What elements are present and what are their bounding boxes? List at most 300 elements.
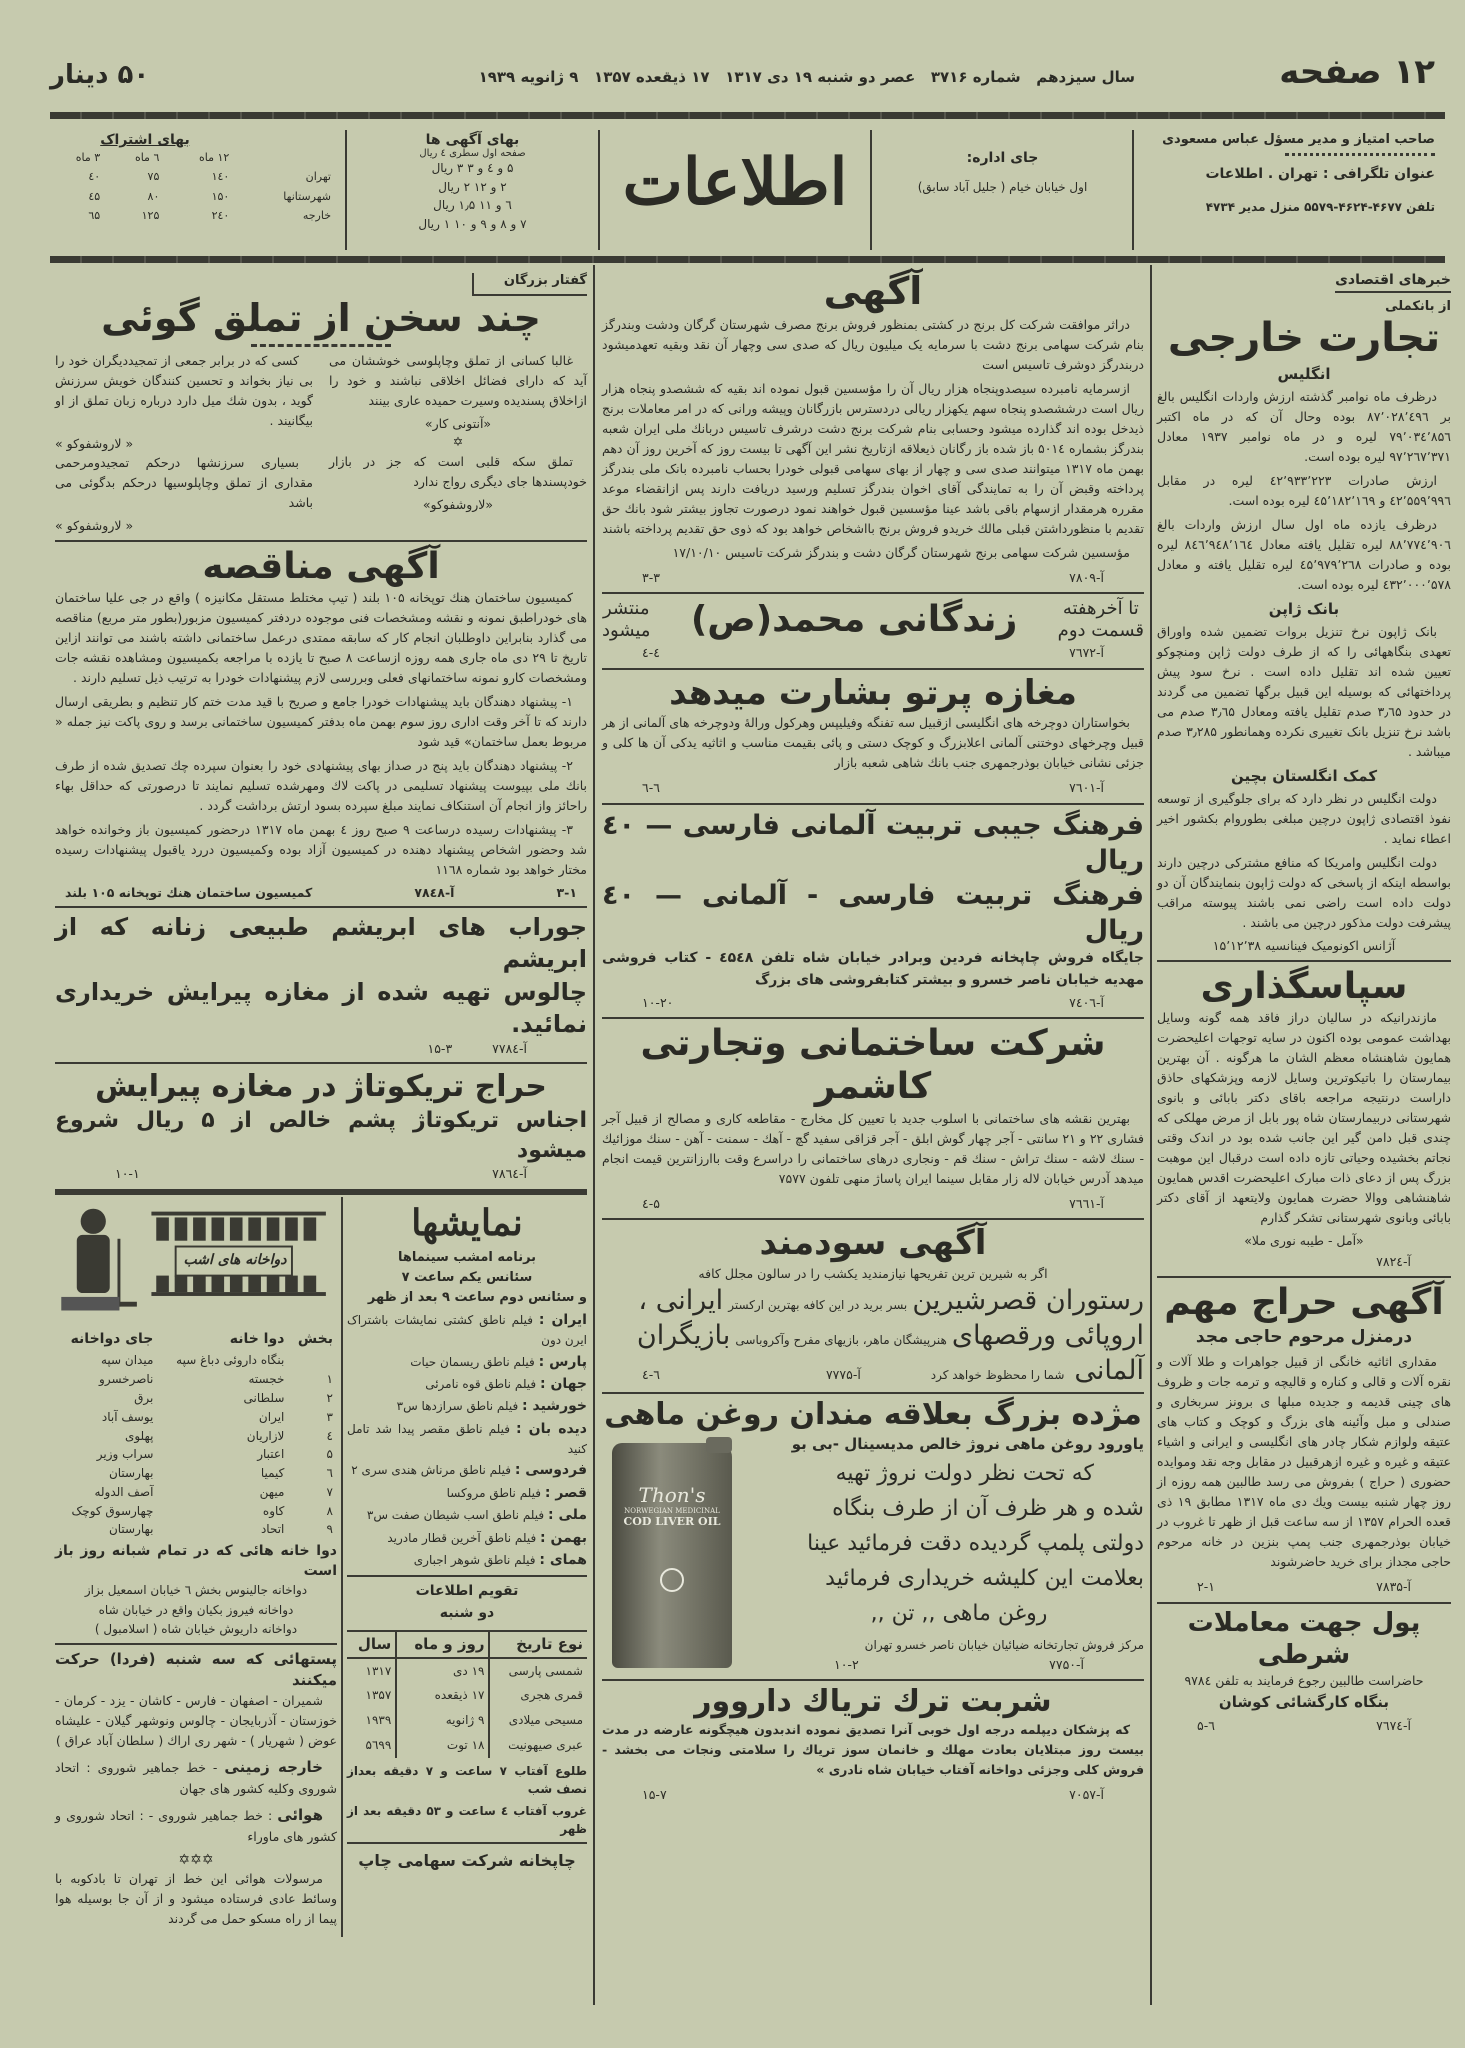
table-cell: چهارسوق کوچک bbox=[71, 1503, 154, 1518]
film-title: فیلم ناطق آخرین قطار مادرید bbox=[387, 1530, 537, 1545]
ad-rates bbox=[360, 132, 585, 233]
pharmacy-section bbox=[55, 1197, 337, 1938]
ad-line: چالوس تهیه شده از مغازه پیرایش خریداری نمائید. bbox=[55, 977, 587, 1038]
subheading: انگلیس bbox=[1277, 365, 1331, 383]
ad-line: روغن ماهی ,, تن ,, bbox=[870, 1601, 1048, 1627]
headline: زندگانی محمد(ص) bbox=[690, 599, 1018, 641]
sunset: غروب آفتاب ٤ ساعت و ۵۳ دقیقه بعد از ظهر bbox=[347, 1803, 587, 1836]
table-cell: خارجه bbox=[302, 209, 331, 223]
paragraph-group bbox=[602, 1109, 1144, 1189]
paragraph-group bbox=[55, 588, 587, 880]
ad-code: آ-۷٦۷٤ bbox=[1376, 1718, 1411, 1734]
cinema-name: بهمن : bbox=[540, 1529, 587, 1546]
divider bbox=[870, 130, 872, 250]
table-cell: آصف الدوله bbox=[94, 1484, 154, 1499]
ad-code: آ-۷۸۳۵ bbox=[1376, 1579, 1411, 1595]
film-title: فیلم ناطق اسب شیطان صفت س۳ bbox=[366, 1508, 545, 1523]
ad-line: فرهنگ تربیت فارسی - آلمانی — ٤۰ ریال bbox=[602, 880, 1144, 947]
ad-text: بازیگران bbox=[636, 1319, 731, 1351]
dotted-divider bbox=[1285, 153, 1435, 156]
ad-run: ٦-٦ bbox=[642, 780, 660, 796]
cinema-item bbox=[347, 1482, 587, 1504]
table-cell: بنگاه داروئی دباغ سپه bbox=[176, 1353, 285, 1368]
column-header: ۱۲ ماه bbox=[198, 151, 230, 164]
table-row bbox=[55, 1351, 337, 1370]
paragraph-group bbox=[602, 713, 1144, 773]
bottle-icon bbox=[212, 1275, 225, 1291]
table-cell: ۱۳۱۷ bbox=[347, 1658, 396, 1684]
ad-rate-row: ۷ و ۸ و ۹ و ۱۰ ۱ ریال bbox=[418, 216, 527, 231]
bottle-icon bbox=[248, 1217, 261, 1240]
cinema-name: فردوسی : bbox=[514, 1462, 587, 1479]
paragraph: بهترین نقشه های ساختمانی با اسلوب جدید با تعیین کل مخارج - مقاطعه کاری و مصالح از قبیل آجر فشاری ۲۲ و ۲۱ سانتی - آجر چهار گوش ابلق - آجر قزاقی سفید گچ - آهك - سمنت - آهن - سنك موزائیك - سنك لاشه - سنك تراش - سنك قم - ونجاری درهای ساختمانی را دراسرع وقت باارزانترین قیمت انجام میدهد آدرس خیابان لاله زار مقابل سینما ایران پاساژ منهی تلفون ۷۵۷۷ bbox=[602, 1110, 1144, 1186]
table-cell: میهن bbox=[259, 1484, 285, 1499]
table-header bbox=[347, 1631, 587, 1658]
paragraph: ارزش صادرات ٤۲٬۹۳۳٬۲۲۳ لیره در مقابل ٤۲٬۵۵۹٬۹۹٦ و ٤۵٬۱۸۲٬۱٦۹ لیره بوده است. bbox=[1157, 473, 1451, 508]
newspaper-logo: اطلاعات bbox=[622, 145, 848, 220]
table-cell: ۲٤۰ bbox=[211, 209, 230, 223]
ad-line: بعلامت این کلیشه خریداری فرمائید bbox=[825, 1566, 1144, 1592]
table-row bbox=[45, 167, 335, 186]
cinema-item bbox=[347, 1395, 587, 1417]
column-header: جای دواخانه bbox=[70, 1330, 154, 1347]
headline: مژده بزرگ بعلاقه مندان روغن ماهی bbox=[604, 1397, 1142, 1433]
film-title: فیلم ناطق قوه نامرئی bbox=[425, 1377, 537, 1392]
paragraph-group bbox=[1157, 1352, 1451, 1572]
table-cell: پهلوی bbox=[124, 1428, 154, 1443]
ad-text: رستوران قصرشیرین bbox=[912, 1284, 1144, 1316]
section-kicker: خبرهای اقتصادی bbox=[1335, 272, 1451, 293]
headline: سپاسگذاری bbox=[1200, 965, 1408, 1007]
money-line: حاضراست طالبین رجوع فرمایند به تلفن ۹۷۸٤ bbox=[1184, 1672, 1424, 1688]
cinema-name: ملی : bbox=[547, 1507, 587, 1524]
table-cell bbox=[288, 1351, 337, 1370]
tender-notice bbox=[55, 542, 587, 906]
bottle-icon bbox=[212, 1217, 225, 1240]
book-ad-life-of-muhammad bbox=[602, 594, 1144, 668]
dictionary-ad bbox=[602, 805, 1144, 1017]
paragraph: دراثر موافقت شرکت کل برنج در کشتی بمنظور فروش برنج مصرف شهرستان گرگان ودشت وبندرگز بنام شرکت سهامی برنج دشت با سرمایه یک میلیون ریال که صدی سی وچهار آن نقد وبقیه تعهدمیشود دربندرگز دوشرف تاسیس است bbox=[602, 316, 1144, 372]
paragraph: مرسولات هوائی این خط از تهران تا بادکوبه با وسائط عادی فرستاده میشود و از آن جا بوسیله هوا پیما از راه مسکو حمل می گردند bbox=[55, 1871, 337, 1927]
table-row bbox=[45, 206, 335, 225]
tricot-sale-ad bbox=[55, 1064, 587, 1187]
news-source: آژانس اکونومیک فینانسیه ۱۵٬۱۲٬۳۸ bbox=[1212, 938, 1396, 953]
ad-text: منتشر bbox=[602, 598, 650, 619]
table-cell: برق bbox=[134, 1390, 154, 1405]
cinema-name: ایران : bbox=[538, 1312, 587, 1329]
table-cell: ۱۳۵۷ bbox=[347, 1683, 396, 1708]
cinema-name: دیده بان : bbox=[515, 1420, 587, 1437]
cinema-name: قصر : bbox=[544, 1484, 587, 1501]
cinema-item bbox=[347, 1459, 587, 1481]
cinema-listings bbox=[347, 1197, 587, 1576]
asterisks: ✡ bbox=[452, 434, 464, 450]
paragraph: درظرف یازده ماه اول سال ارزش واردات بالغ ۸۸٬۷۷٤٬۹۰٦ لیره تقلیل یافته معادل ۸٤٦٬۹٤۸٬۱٦٤ لیره بوده و صادرات ٤۵٬۹۷۹٬۲٦۸ لیره تقلیل یافته و معادل ٤۳۲٬۰۰۰٬۵۷۸ لیره بوده است. bbox=[1157, 517, 1452, 592]
fish-oil-ad bbox=[602, 1394, 1144, 1679]
table-row bbox=[55, 1464, 337, 1483]
headline: شرکت ساختمانی وتجارتی کاشمر bbox=[640, 1023, 1106, 1108]
cod-liver-oil-can-image bbox=[612, 1443, 732, 1668]
signature: «آمل - طیبه نوری ملا» bbox=[1244, 1232, 1364, 1248]
page-number: ۱۲ صفحه bbox=[1279, 52, 1435, 92]
column-header: دوا خانه bbox=[229, 1330, 285, 1347]
opium-syrup-ad bbox=[602, 1681, 1144, 1810]
table-cell: اعتبار bbox=[257, 1447, 285, 1462]
paragraph: دولت انگلیس وامریکا که منافع مشترکی درچین دارند بواسطه اینکه از پاسخی که دولت ژاپون بنمایندگان آن دو دولت داده است راضی نمی باشند پیوسته مراقب پیشرفت دولت مذکور درچین می باشند . bbox=[1157, 855, 1451, 930]
ad-text: تا آخرهفته bbox=[1062, 598, 1139, 619]
ad-code: آ-۷۸۲٤ bbox=[1376, 1253, 1411, 1269]
open-pharmacy: دواخانه فیروز بکیان واقع در خیابان شاه bbox=[98, 1602, 294, 1617]
paragraph: ازسرمایه نامبرده سیصدوپنجاه هزار ریال آن را مؤسسین قبول نموده اند بقیه که ششصدو پنجاه هزار ریال است درششصدو پنجاه سهم یکهزار ریالی دردسترس بازرگانان وپیشه ورانی که در امر معاملات برنج ذیدخل بوده اند گذارده میشود وحسابی بنام شرکت برنج دشت درشرف تاسیس دربانك ملی ایران شعبه بندرگز بشماره ۵۰۱٤ باز شده باز رگانان ذیعلاقه ازتاریخ نشر این آگهی تا بیست روز که آخرین روز آن دهم بهمن ماه ۱۳۱۷ میتوانند صدی سی و چهار از بهای سهامی قبولی خودرا بحساب نامبرده بانک ملی بندرگز پرداخته وقبض آن را به تمایندگی آقای اخوان بندرگز تسلیم ورسید دریافت دارند پس ازانقضاء موعد مقرره هرمقدار ازسهام باقی باشد عینا مؤسسین قبول خواهند نمود درصورت تجاوز بیشتر شود بانك حق تقدیم با منظورداشتن قبلی مالك خریدو فروش برنج بااشخاص خواهد بود که ذوی حق تقدیم پرداخته باشند bbox=[602, 380, 1145, 536]
subscription-title: بهای اشتراک bbox=[100, 132, 190, 148]
cinema-name: پارس : bbox=[538, 1353, 587, 1370]
ad-run: ٤-٤ bbox=[642, 645, 660, 661]
table-cell: سراب وزیر bbox=[96, 1447, 154, 1462]
can-line: NORWEGIAN MEDICINAL bbox=[624, 1507, 720, 1516]
paragraph-group bbox=[602, 315, 1144, 563]
paragraph: مازندرانیکه در سالیان دراز فاقد همه گونه وسایل بهداشت عمومی بوده اکنون در سایه توجهات اعلیحضرت همایون شاهنشاه معظم الشان ما هرگونه . آن بهترین بیمارستان را باتیکوترین وسایل لازمه وپزشکهای حاذق داراست درنتیجه مراجعه باقای دکتر بابائی و بانوی شهرستانی دربیمارستان شاه پور بابل از مرض مهلکی که چندی قبل دامن گیر این جانب شده بود در اندک وقتی نجاتم بخشیده وحیاتی تازه داده است درقبال این موهبت بزرگ پس از دعای ذات مبارک اعلیحضرت اقدس همایون شاهنشاهی ووالا حضرت همایون ولایتعهد از آقای دکتر بابائی وبانوی شهرستانی تشکر گذارم bbox=[1157, 1009, 1451, 1225]
ad-code: آ-۷٦٦۱ bbox=[1069, 1195, 1104, 1211]
column-header: نوع تاریخ bbox=[489, 1631, 587, 1658]
table-cell: بهارستان bbox=[108, 1466, 154, 1481]
table-cell: مسیحی میلادی bbox=[508, 1713, 583, 1728]
paragraph: تملق سکه قلبی است که جز در بازار خودپسندها جای دیگری رواج ندارد bbox=[329, 454, 587, 490]
table-cell: کاوه bbox=[262, 1503, 285, 1518]
ad-text: آلمانی bbox=[1074, 1355, 1144, 1386]
office-address bbox=[885, 150, 1120, 194]
paragraph: ۱- پیشنهاد دهندگان باید پیشنهادات خودرا جامع و صریح با قید مدت ختم کار تنظیم و بطریقی ارسال دارند که تا آخر وقت اداری روز سوم بهمن ماه بدفتر کمیسیون ساختمانی برسد و روی پاکت نیز جمله « مربوط بعمل ساختمان» قید شود bbox=[55, 694, 587, 750]
ad-run: ۲-۱ bbox=[1197, 1579, 1215, 1595]
signature: « لاروشفوکو » bbox=[55, 435, 134, 451]
headline: آگهی مناقصه bbox=[202, 546, 440, 588]
table-cell: شهرستانها bbox=[283, 189, 331, 203]
table-row bbox=[55, 1370, 337, 1389]
subcolumn-divider bbox=[341, 1197, 343, 1938]
bottle-icon bbox=[248, 1275, 261, 1291]
headline: شربت ترك تریاك داروور bbox=[694, 1684, 1052, 1720]
table-row bbox=[55, 1427, 337, 1446]
table-row bbox=[55, 1502, 337, 1521]
ad-line: مرکز فروش تجارتخانه ضیائیان خیابان ناصر خسرو تهران bbox=[864, 1637, 1144, 1652]
office-address-text: اول خیابان خیام ( جلیل آباد سابق) bbox=[917, 180, 1088, 194]
paragraph: کمیسیون ساختمان هنك توپخانه ۱۰۵ بلند ( تیپ مختلط مستقل مکانیزه ) واقع در جی علیا ساختمان های خودراطبق نمونه و نقشه ومشخصات فنی موجوده دردفتر کمیسیون مزبور(بطور متر مربع) مناقصه می گذارد بنابراین داوطلبان انجام کار که سابقه ممتدی درعمل ساختمانی داشته باشند می توانند ازاین تاریخ تا ۲۹ دی ماه جاری همه روزه ازساعت ۸ صبح تا یازده با مراجعه بکمیسیون ومشاهده نقشه جات ومشخصات کارو نمونه ساختمانهای فعلی وبررسی لازم پیشنهادات خودرا به ترتیب ذیل تسلیم دارند . bbox=[55, 590, 587, 686]
cinema-name: همای : bbox=[539, 1551, 587, 1568]
column-header: روز و ماه bbox=[396, 1631, 489, 1658]
paragraph-group bbox=[602, 1720, 1144, 1780]
bottle-icon bbox=[193, 1275, 206, 1291]
asterisks: ✡✡✡ bbox=[178, 1852, 214, 1869]
ad-rates-title: بهای آگهی ها bbox=[425, 132, 520, 148]
office-label: جای اداره: bbox=[966, 150, 1039, 166]
table-row bbox=[55, 1408, 337, 1427]
paragraph: شمیران - اصفهان - فارس - کاشان - یزد - کرمان - خوزستان - آذربایجان - چالوس ونوشهر گیلان - علیشاه عوض ( شهریار ) - شهر ری اراك ( سلطان آباد عراق ) bbox=[55, 1693, 337, 1749]
paragraph: بسیاری سرزنشها درحکم تمجیدومرحمی مقداری از تملق وچاپلوسیها درحکم بدگوئی می باشد bbox=[55, 455, 313, 511]
table-cell: شمسی پارسی bbox=[508, 1663, 583, 1678]
ad-text: هنرپیشگان ماهر، بازیهای مفرح وآکروباسی bbox=[735, 1332, 947, 1347]
money-agency: بنگاه کارگشائی کوشان bbox=[1218, 1693, 1390, 1712]
table-cell: ۵ bbox=[326, 1447, 333, 1462]
cinema-item bbox=[347, 1373, 587, 1395]
table-cell: ۳ bbox=[326, 1409, 333, 1424]
column-header: سال bbox=[347, 1631, 396, 1658]
headline: نمایشها bbox=[411, 1201, 523, 1244]
signature: «لاروشفوکو» bbox=[422, 497, 494, 513]
paragraph: درظرف ماه نوامبر گذشته ارزش واردات انگلیس بالغ بر ۸۷٬۰۲۸٬٤۹٦ بوده وحال آن که در ماه اکتبر ۷۹٬۰۳٤٬۸۵٦ لیره و در ماه نوامبر ۱۹۳۷ معادل ۹۷٬۲٦۷٬۳۷۱ لیره بوده است. bbox=[1157, 389, 1452, 464]
ad-text: شما را محظوظ خواهد کرد bbox=[930, 1368, 1065, 1382]
left-column bbox=[55, 266, 587, 1937]
ad-rate-row: ٦ و ۱۱ ۱٫۵ ریال bbox=[433, 198, 512, 213]
table-row bbox=[55, 1483, 337, 1502]
table-cell: میدان سپه bbox=[100, 1353, 154, 1368]
post-text: : خط جماهیر شوروی - : اتحاد شوروی و کشور های ماوراء bbox=[55, 1808, 337, 1845]
table-cell: ۲ bbox=[326, 1390, 333, 1405]
ad-run: ۱۵-۷ bbox=[642, 1787, 667, 1803]
cinema-intro: برنامه امشب سینماها bbox=[397, 1249, 537, 1265]
sayings-article bbox=[55, 266, 587, 540]
subheading: درمنزل مرحوم حاجی مجد bbox=[1195, 1327, 1413, 1348]
table-row bbox=[347, 1658, 587, 1684]
divider bbox=[50, 112, 1445, 119]
ad-code: آ-۷۷۵۰ bbox=[1049, 1656, 1084, 1672]
signature: «آنتونی کار» bbox=[424, 415, 492, 431]
table-cell: ٦۵ bbox=[88, 209, 101, 223]
headline: پول جهت معاملات شرطی bbox=[1187, 1607, 1421, 1671]
film-title: فیلم ناطق ریسمان حیات bbox=[410, 1354, 535, 1369]
table-cell: ٤۵ bbox=[88, 189, 101, 203]
table-cell: ۱۲۵ bbox=[141, 209, 160, 223]
can-brand: Thon's bbox=[638, 1483, 706, 1508]
ad-code: آ-۷۰۵۷ bbox=[1069, 1787, 1104, 1803]
table-header bbox=[55, 1328, 337, 1352]
table-cell: ۱۹۳۹ bbox=[347, 1708, 396, 1733]
post-text: - خط جماهیر شوروی : اتحاد شوروی وکلیه کشور های جهان bbox=[55, 1760, 337, 1797]
cinema-name: خورشید : bbox=[522, 1398, 587, 1415]
ad-run: ۱۰-۲ bbox=[834, 1656, 859, 1672]
cinema-item bbox=[347, 1504, 587, 1526]
table-cell: ۸ bbox=[326, 1503, 333, 1518]
ad-code: آ-۷۸٤۸ bbox=[414, 885, 455, 901]
paragraph: دولت انگلیس در نظر دارد که برای جلوگیری از توسعه نفوذ اقتصادی ژاپون درچین مبلغی بطوروام بکشور اخیر اعطاء نماید . bbox=[1157, 791, 1451, 846]
headline: آگهی سودمند bbox=[759, 1223, 987, 1264]
table-cell: ٦ bbox=[326, 1466, 333, 1481]
divider bbox=[598, 130, 600, 250]
bottle-icon bbox=[230, 1217, 243, 1240]
ad-line: شده و هر ظرف آن از طرف بنگاه bbox=[832, 1495, 1144, 1521]
ad-run: ۵-٤ bbox=[642, 1195, 660, 1211]
money-notice bbox=[1157, 1604, 1451, 1741]
table-cell: بهارستان bbox=[108, 1522, 154, 1537]
signature: « لاروشفوکو » bbox=[55, 518, 134, 534]
film-title: فیلم ناطق سرازدها س۳ bbox=[396, 1399, 519, 1414]
bottle-icon bbox=[156, 1275, 169, 1291]
telegraph-line: عنوان تلگرافی : تهران . اطلاعات bbox=[1205, 166, 1435, 182]
bottle-icon bbox=[267, 1217, 280, 1240]
ad-text: اروپائی ورقصهای bbox=[951, 1319, 1144, 1351]
ad-run: ٦-٤ bbox=[642, 1367, 660, 1382]
kashmar-company-ad bbox=[602, 1019, 1144, 1218]
ad-text: قسمت دوم bbox=[1057, 619, 1144, 641]
paragraph: بخواستاران دوچرخه های انگلیسی ازقبیل سه تفنگه وفیلیپس وهرکول ورالهٔ ودوچرخه های آلمانی از هر قبیل وچرخهای دوختنی آلمانی اعلابزرگ و کوچک دستی و پائی بقیمت مناسب و اثاثیه یدکی آن ها کلی و جزئی نشانی خیابان بوذرجمهری جنب بانك شاهی شعبه بازار bbox=[602, 715, 1144, 771]
ad-line: جوراب های ابریشم طبیعی زنانه که از ابریشم bbox=[55, 912, 587, 974]
table-cell: سلطانی bbox=[243, 1390, 285, 1405]
table-cell: قمری هجری bbox=[520, 1688, 583, 1703]
bottle-icon bbox=[156, 1217, 169, 1240]
signature: کمیسیون ساختمان هنك توپخانه ۱۰۵ بلند bbox=[65, 885, 313, 901]
headline: تجارت خارجی bbox=[1167, 315, 1441, 361]
paragraph-group bbox=[55, 351, 313, 431]
ad-rates-note: صفحه اول سطری ٤ ریال bbox=[419, 148, 526, 159]
headline: آگهی حراج مهم bbox=[1164, 1282, 1444, 1324]
cinema-item bbox=[347, 1549, 587, 1571]
cinema-name: جهان : bbox=[539, 1376, 587, 1393]
table-cell: کیمیا bbox=[260, 1466, 285, 1481]
film-title: فیلم ناطق کشتی نمایشات باشتراک ایرن دون bbox=[347, 1313, 587, 1348]
table-cell: ۷ bbox=[326, 1484, 333, 1499]
owner-line: صاحب امتیاز و مدیر مسؤل عباس مسعودی bbox=[1162, 132, 1435, 147]
table-cell: ۱۷ ذیقعده bbox=[396, 1683, 489, 1708]
post-subtitle: خارجه زمینی bbox=[224, 1758, 323, 1777]
table-row bbox=[347, 1708, 587, 1733]
table-cell: ۸۰ bbox=[147, 189, 160, 203]
cinema-item bbox=[347, 1418, 587, 1460]
sunrise: طلوع آفتاب ۷ ساعت و ۷ دقیقه بعداز نصف شب bbox=[347, 1763, 587, 1796]
column-divider bbox=[593, 265, 595, 2005]
ad-run: ٦-۵ bbox=[1197, 1718, 1215, 1734]
ad-line: دولتی پلمپ گردیده دقت فرمائید عینا bbox=[807, 1530, 1144, 1556]
column-header: ۳ ماه bbox=[75, 151, 101, 164]
ad-text: اگر به شیرین ترین تفریحها نیازمندید یکشب را در سالون مجلل کافه bbox=[698, 1265, 1048, 1281]
ad-line: یاورود روغن ماهی نروژ خالص مدیسینال -بی بو bbox=[791, 1435, 1144, 1454]
table-cell: ۱ bbox=[326, 1372, 333, 1387]
table-row bbox=[55, 1445, 337, 1464]
bottle-icon bbox=[175, 1275, 188, 1291]
ad-code: آ-۷۷۷۵ bbox=[825, 1367, 861, 1382]
bottle-icon bbox=[304, 1217, 317, 1240]
paragraph-group bbox=[55, 1691, 337, 1751]
divider bbox=[55, 1189, 587, 1195]
table-cell: ۱٤۰ bbox=[211, 170, 230, 184]
paragraph: ۳- پیشنهادات رسیده درساعت ۹ صبح روز ٤ بهمن ماه ۱۳۱۷ درحضور کمیسیون باز وخوانده خواهد شد وحضور اشخاص پیشنهاد دهنده در کمیسیون آزاد بوده وکمیسیون دررد یاقبول پیشنهادات رسیده مختار خواهد بود شماره ۱۱٦۸ bbox=[55, 822, 587, 878]
phone-line: تلفن ۴۶۷۷-۴۶۲۴-۵۵۷۹ منزل مدیر ۴۷۳۴ bbox=[1205, 200, 1435, 214]
table-cell: لازاریان bbox=[246, 1428, 285, 1443]
column-divider bbox=[1150, 265, 1152, 2005]
bottle-icon bbox=[285, 1275, 298, 1291]
column-header bbox=[233, 148, 335, 167]
subscription-rates bbox=[45, 132, 335, 226]
divider bbox=[50, 256, 1445, 263]
paragraph: مؤسسین شرکت سهامی برنج شهرستان گرگان دشت و بندرگز شرکت تاسیس ۱۷/۱۰/۱۰ bbox=[672, 544, 1130, 560]
partow-shop-ad bbox=[602, 670, 1144, 803]
table-cell: ٤۰ bbox=[88, 170, 101, 184]
paragraph-group bbox=[1157, 1008, 1451, 1228]
table-row bbox=[55, 1389, 337, 1408]
column-header: بخش bbox=[297, 1330, 333, 1347]
paragraph-group bbox=[1157, 622, 1451, 762]
calendar-title: تقویم اطلاعات bbox=[415, 1583, 519, 1600]
paragraph: کسی که در برابر جمعی از تمجیددیگران خود را بی نیاز بخواند و تحسین کنندگان خویش سرزنش گوید ، بدون شك میل دارد درباره زبان تملق از او بیگانیند . bbox=[55, 352, 313, 428]
bottle-icon bbox=[175, 1217, 188, 1240]
bottle-icon bbox=[193, 1217, 206, 1240]
cinema-item bbox=[347, 1309, 587, 1351]
ad-rate-row: ۵ و ٤ و ۳ ۳ ریال bbox=[431, 161, 514, 175]
ad-text: ایرانی ، bbox=[638, 1284, 724, 1316]
ad-line: که تحت نظر دولت نروژ تهیه bbox=[835, 1460, 1094, 1486]
table-cell: ۹ ژانویه bbox=[396, 1708, 489, 1733]
ad-line: حراج تریکوتاژ در مغازه پیرایش bbox=[95, 1068, 547, 1104]
paragraph: غالبا کسانی از تملق وچاپلوسی خوششان می آید که دارای فضائل اخلاقی نباشند و خود را ازاخلاق پسندیده وسیرت حمیده عاری بینند bbox=[329, 352, 587, 408]
open-pharmacy: دواخانه جالینوس بخش ٦ خیابان اسمعیل بزاز bbox=[84, 1583, 308, 1598]
ad-code: آ-۷٤۰٦ bbox=[1069, 994, 1104, 1010]
publisher-info bbox=[1145, 132, 1435, 252]
divider bbox=[345, 130, 347, 250]
divider bbox=[1132, 130, 1134, 250]
table-cell: ۵٦۹۹ bbox=[347, 1733, 396, 1758]
bottle-icon bbox=[304, 1275, 317, 1291]
thanks-notice bbox=[1157, 962, 1451, 1276]
table-cell: ناصرخسرو bbox=[99, 1372, 154, 1387]
ad-rate-row: ۲ و ۱۲ ۲ ریال bbox=[438, 179, 507, 194]
headline: مغازه پرتو بشارت میدهد bbox=[669, 672, 1077, 713]
table-cell: ٤ bbox=[326, 1428, 333, 1443]
table-row bbox=[347, 1683, 587, 1708]
ad-code: آ-۷۷۸٤ bbox=[492, 1041, 527, 1057]
table-cell: تهران bbox=[305, 170, 331, 184]
table-cell: خجسته bbox=[248, 1372, 285, 1387]
ad-run: ۳-۱ bbox=[556, 885, 577, 901]
economic-news bbox=[1157, 266, 1451, 960]
paragraph: مقداری اثاثیه خانگی از قبیل جواهرات و طلا آلات و نقره آلات و قالی و کناره و قالیچه و ترمه جات و ظروف های چینی قدیمه و جدیده مبلها ی برونز سربخاری و صندلی و مبل وآئینه های بزرگ و کوچک و کتاب های عتیقه ولوازم شکار چادر های انگلیسی و ایرانی و اشیاء عتیقه و غیره و غیره ازهرقبیل در مقابل وجه نقد وموایده حضوری ( حراج ) بفروش می رسد طالبین همه روزه از روز چهار شنبه بیست ویك دی ماه ۱۳۱۷ مطابق ۱۹ ذی قعده الحرام ۱۳۵۷ از سه ساعت قبل از ظهر تا غروب در خیابان بوذرجمهری جنب پمپ بنزین در خانه مرحوم حاجی مجداز برای خرید حاضرشوند bbox=[1157, 1354, 1452, 1570]
ad-code: آ-۷٦۷۲ bbox=[1069, 645, 1104, 661]
subheading: بانک ژاپن bbox=[1268, 600, 1340, 618]
table-cell: ایران bbox=[258, 1409, 285, 1424]
table-cell: ۱۵۰ bbox=[211, 189, 230, 203]
paragraph: بانک ژاپون نرخ تنزیل بروات تضمین شده واوراق تعهدی بنگاههائی را که از طرف دولت ژاپن ومنچوکو تعیین شده اند تقلیل داده است . نرخ سود پیش پرداختهائی که بوسیله این قبیل برگها تضمین می گردند در حدود ۳٫٦۵ صدم تقلیل یافته ومعادل ۳٫٦۵ صدم می باشد نرخ تنزیل بانک تغییری نکرده وهمانطور ۳٫۲۸۵ صدم میباشد . bbox=[1157, 624, 1452, 759]
subscription-table bbox=[45, 148, 335, 226]
table-cell: ۱۹ دی bbox=[396, 1658, 489, 1684]
ad-text: میشود bbox=[602, 619, 651, 641]
ad-line: جایگاه فروش چاپخانه فردین وبرادر خیابان شاه تلفن ٤۵٤۸ - کتاب فروشی مهدیه خیابان ناصر خسرو و بیشتر کتابفروشی های بزرگ bbox=[602, 950, 1144, 988]
ad-code: آ-۷۸۰۹ bbox=[1069, 569, 1104, 585]
film-title: فیلم ناطق مقصر پیدا شد تامل کنید bbox=[347, 1421, 587, 1457]
bottle-icon bbox=[230, 1275, 243, 1291]
table-cell: یوسف آباد bbox=[101, 1409, 154, 1424]
ad-run: ۳-۳ bbox=[642, 569, 660, 585]
table-row bbox=[347, 1733, 587, 1758]
dateline: سال سیزدهم شماره ۳۷۱۶ عصر دو شنبه ۱۹ دی ۱۳۱۷ ۱۷ ذیقعده ۱۳۵۷ ۹ ژانویه ۱۹۳۹ bbox=[478, 68, 1135, 86]
calendar bbox=[347, 1577, 587, 1841]
calendar-day: دو شنبه bbox=[439, 1604, 495, 1621]
right-column bbox=[1157, 266, 1451, 1741]
ad-text: بسر برید در این کافه بهترین ارکستر bbox=[728, 1297, 908, 1312]
column-header: ٦ ماه bbox=[134, 151, 160, 164]
pharmacy-table bbox=[55, 1328, 337, 1540]
cinema-intro: و سئانس دوم ساعت ۹ بعد از ظهر bbox=[367, 1289, 587, 1305]
open-pharmacy: دواخانه داریوش خیابان شاه ( اسلامبول ) bbox=[94, 1621, 298, 1636]
ad-run: ۱۰-۱ bbox=[115, 1166, 140, 1182]
bottle-icon bbox=[285, 1217, 298, 1240]
table-cell: ۷۵ bbox=[147, 170, 160, 184]
table-row bbox=[55, 1520, 337, 1539]
open-pharmacies-title: دوا خانه هائی که در تمام شبانه روز باز است bbox=[55, 1543, 337, 1579]
company-notice bbox=[602, 266, 1144, 592]
table-cell: ۹ bbox=[326, 1522, 333, 1537]
cinema-intro: سئانس یکم ساعت ۷ bbox=[401, 1269, 533, 1285]
cafe-ad bbox=[602, 1220, 1144, 1392]
subheading: کمک انگلستان بچین bbox=[1230, 767, 1378, 785]
cinema-item bbox=[347, 1351, 587, 1373]
table-cell: ۱۸ توت bbox=[396, 1733, 489, 1758]
table-row bbox=[45, 187, 335, 206]
